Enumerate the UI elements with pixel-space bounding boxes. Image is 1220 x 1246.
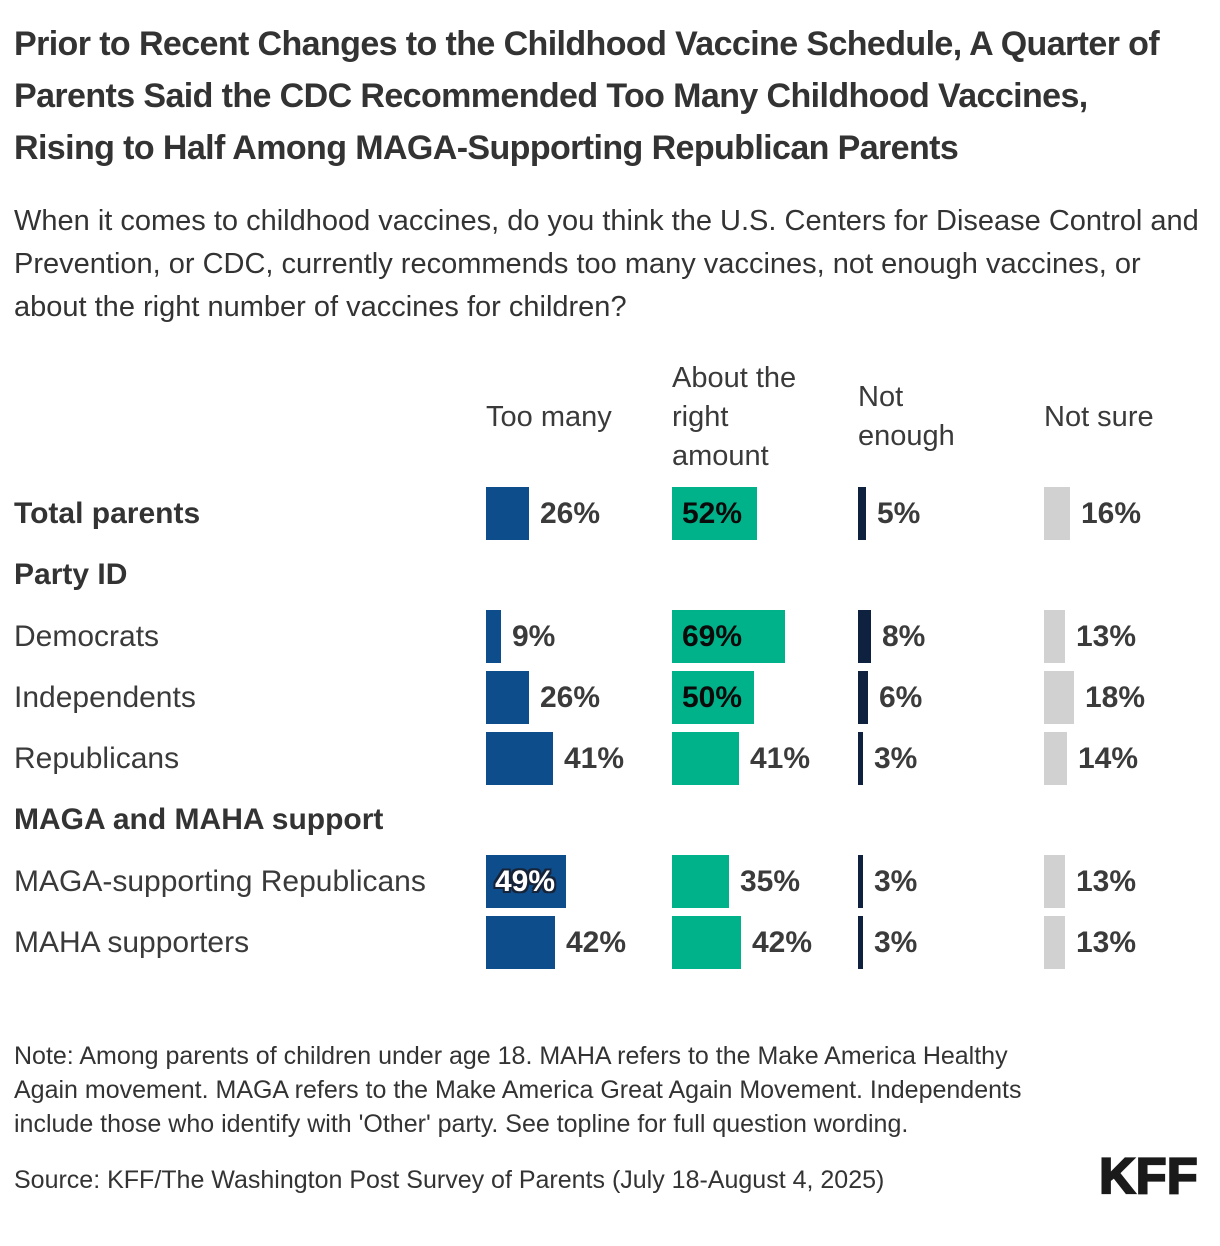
bar-track — [858, 610, 1044, 663]
table-row-independents — [14, 667, 1200, 728]
bar-track — [858, 855, 1044, 908]
column-header-too-many — [486, 398, 672, 437]
bar-track — [486, 610, 672, 663]
table-row-total-parents — [14, 483, 1200, 544]
bar-track — [858, 671, 1044, 724]
bar-track — [672, 487, 858, 540]
table-row-republicans — [14, 728, 1200, 789]
value-label: 35% — [740, 864, 801, 898]
bar-not-sure — [1044, 916, 1065, 969]
source-text: Source: KFF/The Washington Post Survey of Parents (July 18-August 4, 2025) — [14, 1166, 885, 1194]
value-label: 50% — [682, 680, 743, 714]
bar-cell-about-the-right-amount — [672, 487, 858, 540]
bar-about-the-right-amount — [672, 855, 729, 908]
chart-rows — [14, 483, 1200, 973]
chart-area — [14, 351, 1200, 973]
bar-not-enough — [858, 916, 863, 969]
row-label: Independents — [14, 680, 196, 714]
bar-cell-not-enough — [858, 487, 1044, 540]
value-label: 5% — [877, 496, 921, 530]
value-label: 14% — [1078, 741, 1139, 775]
bar-not-sure — [1044, 610, 1065, 663]
bar-cell-too-many — [486, 610, 672, 663]
bar-not-enough — [858, 671, 868, 724]
value-label: 52% — [682, 496, 743, 530]
value-label: 26% — [540, 496, 601, 530]
bar-track — [672, 732, 858, 785]
value-label: 41% — [750, 741, 811, 775]
value-label: 9% — [512, 619, 556, 653]
section-label: Party ID — [14, 558, 128, 591]
chart-title: Prior to Recent Changes to the Childhood Vaccine Schedule, A Quarter of Parents Said the CDC Recommended Too Many Childhood Vaccines, Rising to Half Among MAGA-Supporting Republican Parents — [14, 25, 1160, 167]
bar-track — [1044, 916, 1220, 969]
bar-about-the-right-amount — [672, 732, 739, 785]
bar-track — [672, 916, 858, 969]
table-row-maha-supporters — [14, 912, 1200, 973]
row-label-cell — [14, 620, 486, 654]
bar-cell-too-many — [486, 732, 672, 785]
row-label: MAHA supporters — [14, 925, 250, 959]
bar-not-sure — [1044, 855, 1065, 908]
bar-too-many — [486, 732, 553, 785]
bar-cell-not-sure — [1044, 916, 1220, 969]
kff-logo: KFF — [1099, 1148, 1198, 1204]
bar-not-sure — [1044, 487, 1070, 540]
section-header-maga-and-maha-support — [14, 789, 1200, 851]
value-label: 8% — [882, 619, 926, 653]
bar-cell-too-many — [486, 671, 672, 724]
column-header-label: Not sure — [1044, 400, 1154, 433]
row-label-cell — [14, 681, 486, 715]
bar-track — [486, 732, 672, 785]
value-label: 13% — [1076, 864, 1137, 898]
bar-cell-not-sure — [1044, 671, 1220, 724]
row-label-cell — [14, 926, 486, 960]
bar-too-many — [486, 671, 529, 724]
section-header-party-id — [14, 544, 1200, 606]
bar-not-enough — [858, 855, 863, 908]
value-label: 16% — [1081, 496, 1142, 530]
value-label: 41% — [564, 741, 625, 775]
value-label: 69% — [682, 619, 743, 653]
bar-cell-too-many — [486, 855, 672, 908]
bar-track — [1044, 610, 1220, 663]
bar-cell-not-enough — [858, 855, 1044, 908]
bar-track — [1044, 855, 1220, 908]
bar-too-many — [486, 916, 555, 969]
column-header-label: About the right amount — [672, 361, 797, 472]
value-label: 18% — [1085, 680, 1146, 714]
value-label: 13% — [1076, 619, 1137, 653]
bar-too-many — [486, 487, 529, 540]
bar-not-enough — [858, 610, 871, 663]
bar-track — [858, 732, 1044, 785]
bar-track — [858, 916, 1044, 969]
value-label: 26% — [540, 680, 601, 714]
column-header-not-enough — [858, 378, 1044, 456]
bar-cell-too-many — [486, 916, 672, 969]
column-header-label: Not enough — [858, 381, 955, 452]
column-headers — [14, 351, 1200, 483]
bar-not-enough — [858, 487, 866, 540]
bar-cell-not-enough — [858, 610, 1044, 663]
bar-cell-about-the-right-amount — [672, 732, 858, 785]
bar-track — [486, 916, 672, 969]
value-label: 3% — [874, 864, 918, 898]
bar-cell-not-enough — [858, 671, 1044, 724]
bar-track — [858, 487, 1044, 540]
section-label: MAGA and MAHA support — [14, 803, 384, 836]
column-header-about-right-amount — [672, 359, 858, 476]
value-label: 6% — [879, 680, 923, 714]
bar-track — [486, 487, 672, 540]
bar-track — [672, 855, 858, 908]
value-label: 42% — [566, 925, 627, 959]
bar-cell-about-the-right-amount — [672, 855, 858, 908]
row-label-cell — [14, 865, 486, 899]
bar-too-many — [486, 610, 501, 663]
bar-cell-not-sure — [1044, 487, 1220, 540]
bar-not-sure — [1044, 732, 1067, 785]
bar-cell-not-sure — [1044, 732, 1220, 785]
value-label: 3% — [874, 925, 918, 959]
column-header-label: Too many — [486, 400, 612, 433]
note-text: Note: Among parents of children under age 18. MAHA refers to the Make America Healthy Again movement. MAGA refers to the Make America Great Again Movement. Independents include those who identify with 'Other' party. See topline for full question wording. — [14, 1042, 1022, 1138]
bar-not-enough — [858, 732, 863, 785]
row-label: MAGA-supporting Republicans — [14, 864, 426, 898]
table-row-maga-supporting-republicans — [14, 851, 1200, 912]
bar-cell-not-sure — [1044, 855, 1220, 908]
bar-cell-about-the-right-amount — [672, 671, 858, 724]
chart-question: When it comes to childhood vaccines, do you think the U.S. Centers for Disease Control and Prevention, or CDC, currently recommends too many vaccines, not enough vaccines, or about the right number of vaccines for children? — [14, 205, 1199, 323]
bar-track — [486, 671, 672, 724]
bar-track — [672, 671, 858, 724]
table-row-democrats — [14, 606, 1200, 667]
row-label-cell — [14, 742, 486, 776]
bar-cell-too-many — [486, 487, 672, 540]
bar-about-the-right-amount — [672, 916, 741, 969]
bar-track — [1044, 732, 1220, 785]
value-label: 13% — [1076, 925, 1137, 959]
value-label: 49% — [495, 864, 556, 898]
bar-cell-not-sure — [1044, 610, 1220, 663]
bar-not-sure — [1044, 671, 1074, 724]
value-label: 3% — [874, 741, 918, 775]
bar-track — [1044, 671, 1220, 724]
bar-cell-about-the-right-amount — [672, 916, 858, 969]
row-label: Total parents — [14, 496, 201, 530]
row-label: Republicans — [14, 741, 180, 775]
bar-cell-not-enough — [858, 916, 1044, 969]
chart-footer — [14, 1148, 1200, 1204]
bar-cell-about-the-right-amount — [672, 610, 858, 663]
column-header-not-sure — [1044, 398, 1220, 437]
bar-track — [1044, 487, 1220, 540]
bar-track — [486, 855, 672, 908]
bar-track — [672, 610, 858, 663]
row-label: Democrats — [14, 619, 160, 653]
bar-cell-not-enough — [858, 732, 1044, 785]
row-label-cell — [14, 497, 486, 531]
value-label: 42% — [752, 925, 813, 959]
